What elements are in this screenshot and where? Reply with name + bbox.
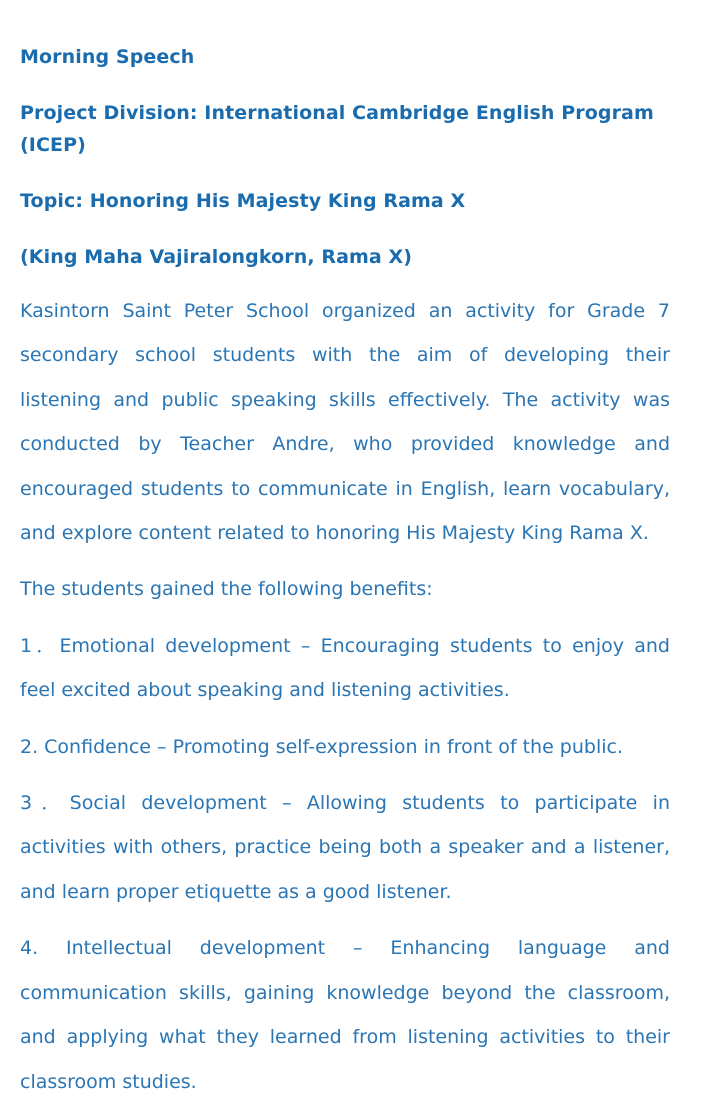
subtopic-heading: (King Maha Vajiralongkorn, Rama X) bbox=[20, 246, 413, 268]
benefits-intro: The students gained the following benefits: bbox=[20, 578, 433, 601]
benefit-item-3: 3．Social development – Allowing students to participate in activities with others, practice being both a speaker and a listener, and learn proper etiquette as a good listener. bbox=[20, 792, 670, 903]
intro-paragraph: Kasintorn Saint Peter School organized an activity for Grade 7 secondary school students with the aim of developing their listening and public speaking skills effectively. The activity was conducted by Teacher Andre, who provided knowledge and encouraged students to communicate in English, learn vocabulary, and explore content related to honoring His Majesty King Rama X. bbox=[20, 300, 670, 545]
document-title: Morning Speech bbox=[20, 46, 195, 68]
benefit-item-4: 4. Intellectual development – Enhancing language and communication skills, gaining knowledge beyond the classroom, and applying what they learned from listening activities to their classroom studies. bbox=[20, 937, 670, 1093]
benefit-item-1: 1．Emotional development – Encouraging students to enjoy and feel excited about speaking and listening activities. bbox=[20, 634, 670, 702]
topic-heading: Topic: Honoring His Majesty King Rama X bbox=[20, 190, 466, 212]
benefit-item-2: 2. Confidence – Promoting self-expression in front of the public. bbox=[20, 735, 623, 758]
project-division: Project Division: International Cambridge English Program (ICEP) bbox=[20, 102, 654, 156]
